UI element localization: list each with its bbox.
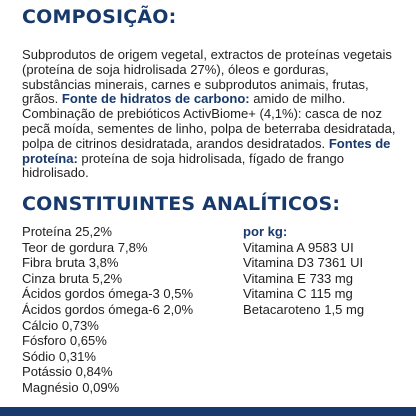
composition-text-1: Subprodutos de origem vegetal, extractos de proteínas vegetais (proteína de soja hidrolisada 27%), óleos e gorduras, substâncias minerais, carnes e subprodutos animais, frutas, grãos.: [22, 47, 392, 107]
constituent-item: Cinza bruta 5,2%: [22, 270, 123, 286]
vitamin-item: Vitamina A 9583 UI: [243, 239, 354, 255]
vitamin-item: Vitamina C 115 mg: [243, 286, 353, 302]
constituent-item: Ácidos gordos ómega-3 0,5%: [22, 286, 194, 302]
protein-source-label: Fontes de proteína:: [22, 135, 391, 166]
composition-heading: COMPOSIÇÃO:: [22, 6, 177, 28]
constituent-item: Sódio 0,31%: [22, 348, 96, 364]
constituent-item: Proteína 25,2%: [22, 224, 112, 239]
constituent-item: Ácidos gordos ómega-6 2,0%: [22, 301, 194, 317]
per-kg-label: por kg:: [243, 224, 288, 239]
bottom-divider-bar: [0, 407, 416, 416]
constituent-item: Fibra bruta 3,8%: [22, 255, 119, 271]
analytical-constituents-heading: CONSTITUINTES ANALÍTICOS:: [22, 193, 341, 215]
vitamin-item: Vitamina E 733 mg: [243, 270, 353, 286]
constituents-list: [22, 224, 193, 396]
constituent-item: Magnésio 0,09%: [22, 379, 120, 395]
carbohydrate-source-label: Fonte de hidratos de carbono:: [61, 91, 250, 107]
constituent-item: Cálcio 0,73%: [22, 317, 99, 333]
composition-text-2: amido de milho. Combinação de prebióticos ActivBiome+ (4,1%): casca de noz pecã moída, sementes de linho, polpa de beterraba desidratada, polpa de citrinos desidratada, arandos desidratados.: [22, 91, 396, 151]
constituent-item: Fósforo 0,65%: [22, 333, 107, 349]
constituent-item: Teor de gordura 7,8%: [22, 239, 148, 255]
vitamin-item: Vitamina D3 7361 UI: [243, 255, 364, 271]
composition-text-3: proteína de soja hidrolisada, fígado de frango hidrolisado.: [22, 150, 345, 181]
vitamin-item: Betacaroteno 1,5 mg: [243, 301, 365, 317]
constituent-item: Potássio 0,84%: [22, 364, 113, 380]
vitamins-list: [243, 224, 364, 318]
composition-paragraph: [22, 48, 397, 181]
